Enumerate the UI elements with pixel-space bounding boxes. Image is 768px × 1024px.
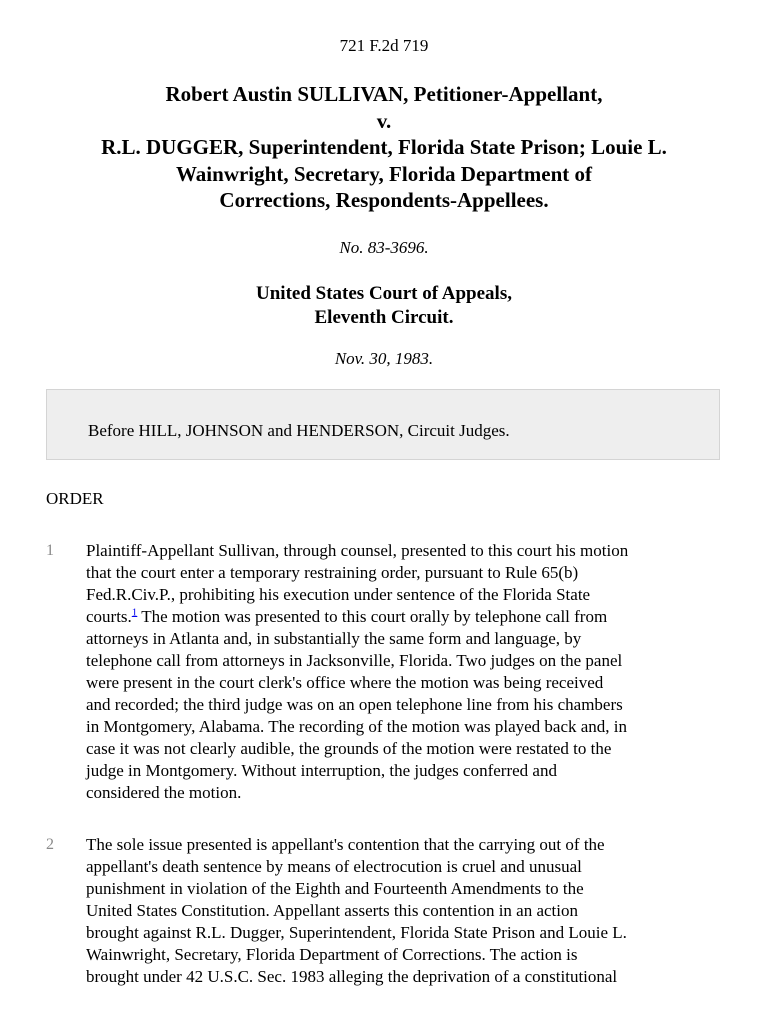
caption-petitioner: Robert Austin SULLIVAN, Petitioner-Appellant, (165, 82, 603, 106)
paragraph-line: and recorded; the third judge was on an open telephone line from his chambers (86, 695, 623, 714)
paragraph-line: case it was not clearly audible, the grounds of the motion were restated to the (86, 739, 612, 758)
caption-respondents-line-1: R.L. DUGGER, Superintendent, Florida State Prison; Louie L. (101, 135, 667, 159)
paragraph-line: Wainwright, Secretary, Florida Department of Corrections. The action is (86, 945, 578, 964)
paragraph-line: brought under 42 U.S.C. Sec. 1983 alleging the deprivation of a constitutional (86, 967, 618, 986)
paragraph-2 (86, 834, 722, 988)
paragraph-line: telephone call from attorneys in Jacksonville, Florida. Two judges on the panel (86, 651, 623, 670)
case-caption (20, 81, 748, 214)
citation: 721 F.2d 719 (339, 36, 429, 55)
court-name-line-1: United States Court of Appeals, (256, 283, 512, 304)
paragraph-1 (86, 540, 722, 804)
paragraph-number: 2 (46, 836, 54, 853)
paragraph-line: in Montgomery, Alabama. The recording of the motion was played back and, in (86, 717, 628, 736)
decision-date: Nov. 30, 1983. (334, 349, 434, 368)
paragraph-text: The motion was presented to this court orally by telephone call from (137, 607, 608, 626)
paragraph-line: United States Constitution. Appellant asserts this contention in an action (86, 901, 578, 920)
court-name-line-2: Eleventh Circuit. (314, 307, 454, 328)
caption-respondents-line-3: Corrections, Respondents-Appellees. (219, 188, 549, 212)
paragraph-line: brought against R.L. Dugger, Superintendent, Florida State Prison and Louie L. (86, 923, 627, 942)
paragraph-line: Plaintiff-Appellant Sullivan, through counsel, presented to this court his motion (86, 541, 629, 560)
paragraph-line: were present in the court clerk's office where the motion was being received (86, 673, 604, 692)
court-name (0, 282, 768, 330)
order-heading: ORDER (46, 489, 104, 508)
docket-number: No. 83-3696. (339, 238, 429, 257)
paragraph-line: Fed.R.Civ.P., prohibiting his execution under sentence of the Florida State (86, 585, 591, 604)
paragraph-line: judge in Montgomery. Without interruption, the judges conferred and (86, 761, 557, 780)
paragraph-line: that the court enter a temporary restraining order, pursuant to Rule 65(b) (86, 563, 579, 582)
panel-judges: Before HILL, JOHNSON and HENDERSON, Circuit Judges. (88, 421, 510, 440)
paragraph-line: attorneys in Atlanta and, in substantially the same form and language, by (86, 629, 582, 648)
paragraph-number: 1 (46, 542, 54, 559)
paragraph-text: courts. (86, 607, 132, 626)
paragraph-line: considered the motion. (86, 783, 242, 802)
caption-versus: v. (376, 108, 392, 133)
paragraph-line: The sole issue presented is appellant's contention that the carrying out of the (86, 835, 605, 854)
paragraph-line: appellant's death sentence by means of electrocution is cruel and unusual (86, 857, 582, 876)
paragraph-line-with-footnote (86, 606, 722, 628)
caption-respondents-line-2: Wainwright, Secretary, Florida Department of (175, 161, 593, 186)
paragraph-line: punishment in violation of the Eighth and Fourteenth Amendments to the (86, 879, 584, 898)
footnote-link[interactable]: 1 (131, 606, 138, 619)
